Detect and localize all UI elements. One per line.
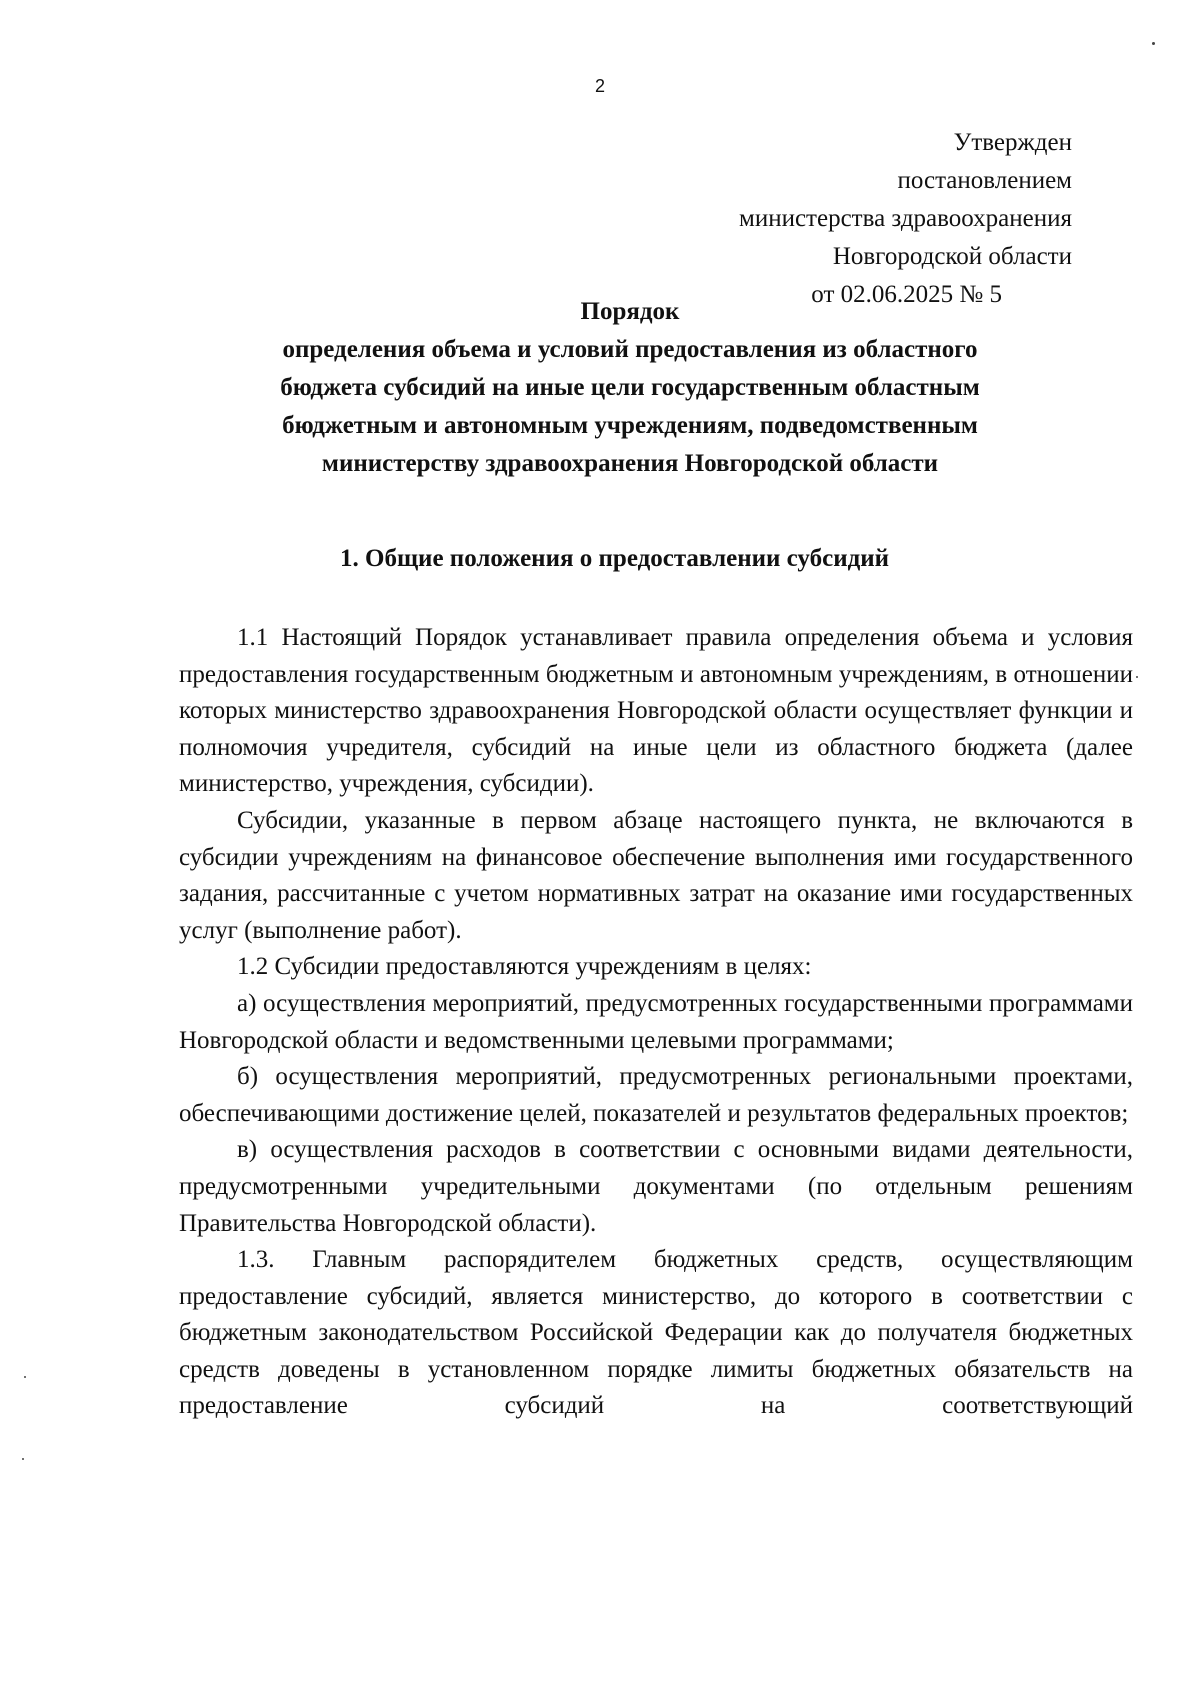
document-body <box>179 620 1133 1425</box>
paragraph: б) осуществления мероприятий, предусмотренных региональными проектами, обеспечивающими достижение целей, показателей и результатов федеральных проектов; <box>179 1063 1133 1127</box>
scan-speck <box>1152 42 1155 45</box>
title-line: определения объема и условий предоставления из областного <box>282 336 978 363</box>
title-main: Порядок <box>580 298 680 325</box>
paragraph: Субсидии, указанные в первом абзаце настоящего пункта, не включаются в субсидии учреждениям на финансовое обеспечение выполнения ими государственного задания, рассчитанные с учетом нормативных затрат на оказание ими государственных услуг (выполнение работ). <box>179 806 1133 944</box>
title-subtitle <box>180 331 1080 483</box>
title-line: бюджета субсидий на иные цели государственным областным <box>280 374 980 401</box>
scan-speck <box>1136 676 1138 678</box>
title-line: бюджетным и автономным учреждениям, подведомственным <box>282 412 978 439</box>
scan-speck <box>24 1376 26 1378</box>
approval-stamp <box>739 124 1072 314</box>
approval-date-line: от 02.06.2025 № 5 <box>811 281 1002 308</box>
document-title <box>180 293 1080 483</box>
scan-speck <box>22 1458 24 1460</box>
paragraph: в) осуществления расходов в соответствии с основными видами деятельности, предусмотренными учредительными документами (по отдельным решениям Правительства Новгородской области). <box>179 1136 1133 1237</box>
approval-line: министерства здравоохранения <box>739 205 1072 232</box>
section-heading: 1. Общие положения о предоставлении субсидий <box>340 545 890 572</box>
paragraph: а) осуществления мероприятий, предусмотренных государственными программами Новгородской области и ведомственными целевыми программами; <box>179 989 1133 1054</box>
paragraph: 1.2 Субсидии предоставляются учреждениям в целях: <box>237 953 812 981</box>
paragraph: 1.3. Главным распорядителем бюджетных средств, осуществляющим предоставление субсидий, является министерство, до которого в соответствии с бюджетным законодательством Российской Федерации как до получателя бюджетных средств доведены в установленном порядке лимиты бюджетных обязательств на предоставление субсидий на соответствующий <box>179 1246 1133 1420</box>
title-line: министерству здравоохранения Новгородской области <box>321 450 939 477</box>
page-number: 2 <box>594 76 605 96</box>
paragraph: 1.1 Настоящий Порядок устанавливает правила определения объема и условия предоставления государственным бюджетным и автономным учреждениям, в отношении которых министерство здравоохранения Новгородской области осуществляет функции и полномочия учредителя, субсидий на иные цели из областного бюджета (далее министерство, учреждения, субсидии). <box>179 624 1133 798</box>
approval-line: Утвержден <box>953 129 1072 156</box>
approval-line: постановлением <box>897 167 1072 194</box>
approval-line: Новгородской области <box>832 243 1072 270</box>
